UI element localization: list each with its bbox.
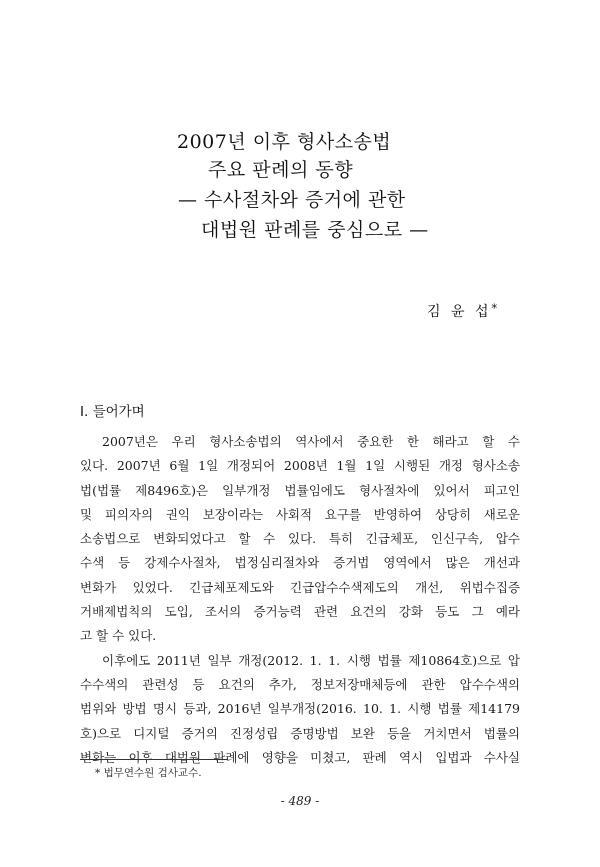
paragraph-line: 법(법률 제8496호)은 일부개정 법률임에도 형사절차에 있어서 피고인 <box>80 482 520 498</box>
paragraph-line: 수색 등 강제수사절차, 법정심리절차와 증거법 영역에서 많은 개선과 <box>80 555 520 571</box>
paragraph-line: 있다. 2007년 6월 1일 개정되어 2008년 1월 1일 시행된 개정 형사소송 <box>80 458 520 474</box>
paragraph-line: 고 할 수 있다. <box>80 628 157 644</box>
section-heading: Ⅰ. 들어가며 <box>80 404 145 420</box>
paragraph-line: 및 피의자의 권익 보장이라는 사회적 요구를 반영하여 상당히 새로운 <box>80 506 520 522</box>
page-number: - 489 - <box>280 794 320 808</box>
footnote: * 법무연수원 검사교수. <box>95 767 202 779</box>
body-text <box>80 430 520 770</box>
paragraph-line: 수수색의 관련성 등 요건의 추가, 정보저장매체등에 관한 압수수색의 <box>80 676 520 692</box>
paragraph-2 <box>80 649 520 770</box>
author-footnote-mark: * <box>491 302 497 315</box>
title-line-2: 주요 판례의 동향 <box>208 159 354 181</box>
title-line-1: 2007년 이후 형사소송법 <box>177 131 392 153</box>
footnote-divider <box>80 759 228 760</box>
paragraph-1 <box>80 430 520 649</box>
paragraph-line: 범위와 방법 명시 등과, 2016년 일부개정(2016. 10. 1. 시행 법률 제14179 <box>80 701 520 717</box>
paragraph-line: 거배제법칙의 도입, 조서의 증거능력 관련 요건의 강화 등도 그 예라 <box>80 604 520 620</box>
author-name <box>427 301 497 321</box>
paragraph-line: 변화가 있었다. 긴급체포제도와 긴급압수수색제도의 개선, 위법수집증 <box>80 579 520 595</box>
paragraph-line: 변화는 이후 대법원 판례에 영향을 미쳤고, 판례 역시 입법과 수사실 <box>80 749 520 765</box>
paragraph-line: 소송법으로 변화되었다고 할 수 있다. 특히 긴급체포, 인신구속, 압수 <box>80 531 520 547</box>
paragraph-line: 호)으로 디지털 증거의 진정성립 증명방법 보완 등을 거치면서 법률의 <box>80 725 520 741</box>
subtitle-line-2: 대법원 판례를 중심으로 — <box>201 219 429 241</box>
subtitle-line-1: — 수사절차와 증거에 관한 <box>178 189 406 211</box>
paragraph-line: 이후에도 2011년 일부 개정(2012. 1. 1. 시행 법률 제10864호)으로 압 <box>102 652 520 668</box>
paragraph-line: 2007년은 우리 형사소송법의 역사에서 중요한 한 해라고 할 수 <box>102 434 520 449</box>
author-name-text: 김 윤 섭 <box>427 304 492 320</box>
